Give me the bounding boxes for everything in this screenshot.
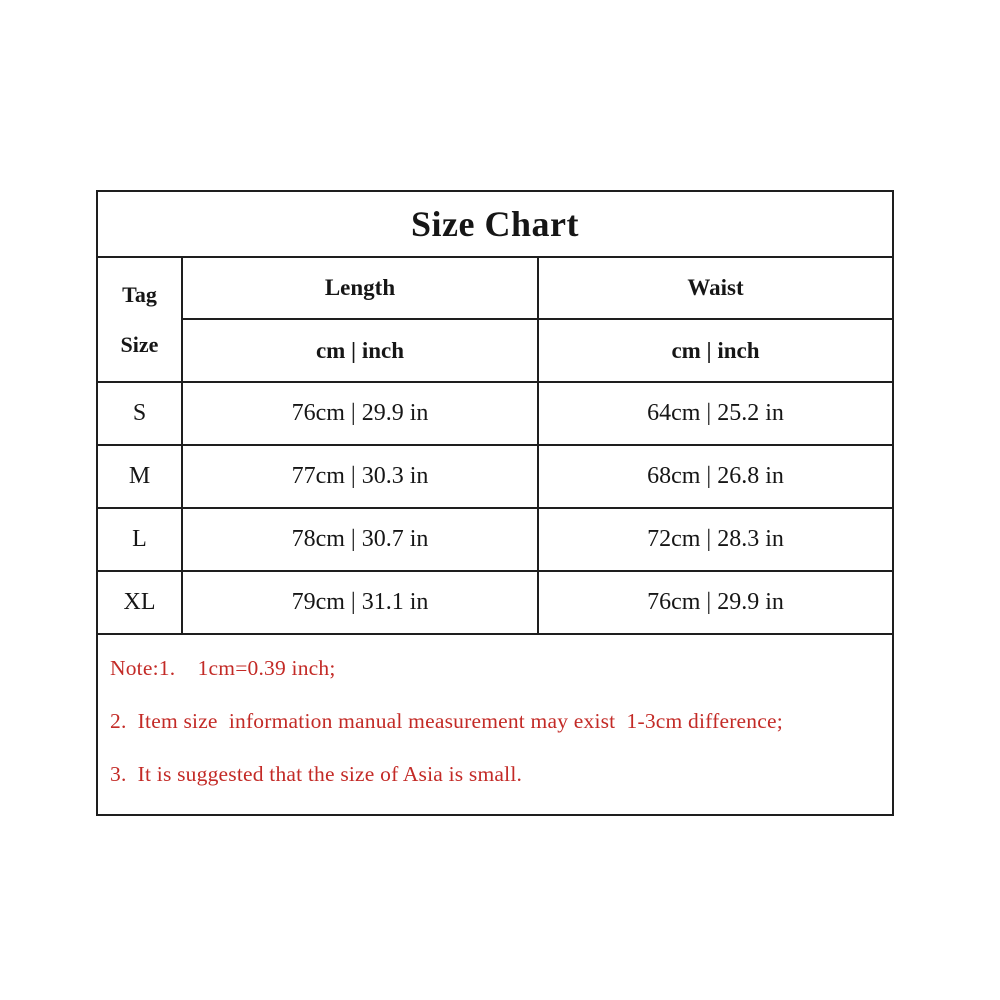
header-row-units — [97, 319, 893, 382]
notes-section — [97, 634, 893, 815]
table-row-l — [97, 508, 893, 571]
size-tag-cell: L — [97, 508, 182, 571]
length-value-cell: 77cm | 30.3 in — [182, 445, 538, 508]
table-row-s — [97, 382, 893, 445]
waist-value-cell: 72cm | 28.3 in — [538, 508, 893, 571]
size-tag-cell: M — [97, 445, 182, 508]
size-tag-cell: XL — [97, 571, 182, 634]
waist-value-cell: 68cm | 26.8 in — [538, 445, 893, 508]
tag-size-header-cell — [97, 257, 182, 382]
table-row-m — [97, 445, 893, 508]
size-tag-cell: S — [97, 382, 182, 445]
length-value-cell: 79cm | 31.1 in — [182, 571, 538, 634]
length-value-cell: 78cm | 30.7 in — [182, 508, 538, 571]
note-line-3: 3. It is suggested that the size of Asia is small. — [110, 761, 523, 786]
chart-title: Size Chart — [97, 191, 893, 257]
note-line-1: Note:1. 1cm=0.39 inch; — [110, 656, 336, 680]
size-header-label: Size — [120, 331, 159, 357]
notes-cell — [97, 634, 893, 815]
tag-header-label: Tag — [122, 281, 157, 307]
waist-column-header: Waist — [538, 257, 893, 319]
size-chart-table — [96, 190, 894, 816]
length-column-header: Length — [182, 257, 538, 319]
note-line-2: 2. Item size information manual measurement may exist 1-3cm difference; — [110, 708, 783, 733]
header-row-labels — [97, 257, 893, 319]
length-unit-header: cm | inch — [182, 319, 538, 382]
title-row — [97, 191, 893, 257]
table-row-xl — [97, 571, 893, 634]
waist-unit-header: cm | inch — [538, 319, 893, 382]
waist-value-cell: 76cm | 29.9 in — [538, 571, 893, 634]
length-value-cell: 76cm | 29.9 in — [182, 382, 538, 445]
waist-value-cell: 64cm | 25.2 in — [538, 382, 893, 445]
